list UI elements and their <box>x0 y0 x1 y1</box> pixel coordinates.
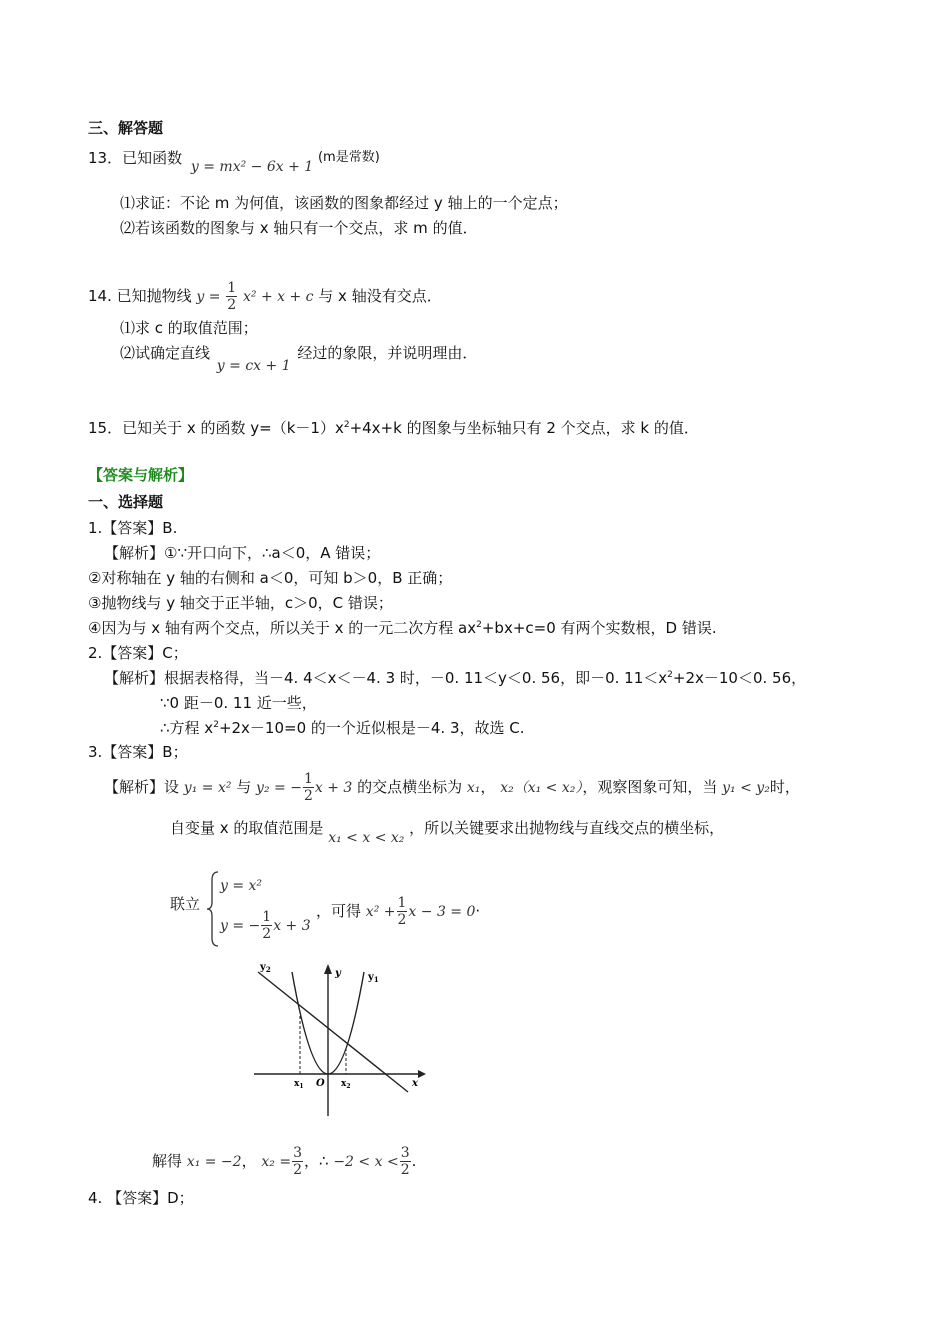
q14-formula-y: y = <box>196 289 221 305</box>
system-result-num: 1 <box>397 895 407 911</box>
q13-prefix: 13．已知函数 <box>88 149 183 167</box>
q13-part1: ⑴求证：不论 m 为何值，该函数的图象都经过 y 轴上的一个定点； <box>120 194 568 212</box>
answer-3-obs: ，观察图象可知，当 <box>582 778 718 796</box>
system-eq2-fraction <box>261 909 272 942</box>
solution-x1: x₁ = −2 <box>186 1154 242 1170</box>
x-axis-arrow-icon <box>418 1070 426 1078</box>
answer-3-range: x₁ < x < x₂ <box>328 830 405 846</box>
answer-3-mid: 的交点横坐标为 <box>357 778 463 796</box>
answer-1-line2: ②对称轴在 y 轴的右侧和 a＜0，可知 b＞0，B 正确； <box>88 569 453 587</box>
answer-3-end: 时， <box>769 778 800 796</box>
x1-label: $x_1$ <box>294 1079 304 1090</box>
solution-x2-num: 3 <box>293 1145 302 1161</box>
q14-frac-num: 1 <box>227 280 237 296</box>
answer-3-x1: x₁ <box>466 780 481 796</box>
answer-3-label: 3.【答案】B； <box>88 743 188 761</box>
answer-3-line1 <box>104 768 800 807</box>
system-eq2-tail: x + 3 <box>273 918 311 934</box>
solution-x2-den: 2 <box>293 1162 302 1178</box>
solution-end: . <box>411 1152 417 1170</box>
x-axis-label: x <box>412 1078 418 1089</box>
origin-label: O <box>316 1078 325 1089</box>
system-eq1: y = x² <box>220 878 263 894</box>
system-eq2-den: 2 <box>262 926 272 942</box>
parabola-line-graph <box>248 958 438 1118</box>
q14-line-formula: y = cx + 1 <box>216 358 291 374</box>
y-axis-arrow-icon <box>324 964 332 974</box>
answer-3-y1: y₁ = x² <box>183 780 232 796</box>
q13-suffix: (m是常数) <box>317 150 380 165</box>
solution-range-num: 3 <box>400 1145 410 1161</box>
answer-3-y2: y₂ = − <box>256 780 302 796</box>
q15-text-a: 15．已知关于 x 的函数 y=（k－1）x <box>88 419 344 437</box>
answer-2-label: 2.【答案】C； <box>88 644 188 662</box>
answer-2-line1 <box>104 668 806 688</box>
answer-3-y2-fraction <box>303 771 314 804</box>
solution-comma: ， <box>241 1152 257 1170</box>
system-eq2-num: 1 <box>262 909 272 925</box>
q15-sup: 2 <box>343 420 350 430</box>
answer-2-line3-sup: 2 <box>213 720 219 730</box>
answer-3-y2-den: 2 <box>303 788 313 804</box>
answer-1-line3: ③抛物线与 y 轴交于正半轴，c＞0，C 错误； <box>88 594 393 612</box>
y2-label: $y_2$ <box>260 962 271 974</box>
answer-1-line4a: ④因为与 x 轴有两个交点，所以关于 x 的一元二次方程 ax <box>88 619 477 637</box>
answer-1-label: 1.【答案】B. <box>88 519 178 537</box>
answer-3-comma: ， <box>480 778 496 796</box>
answer-1-line1: 【解析】①∵开口向下，∴a＜0，A 错误； <box>104 544 381 562</box>
question-13 <box>88 148 380 175</box>
y-axis-label: y <box>335 968 341 979</box>
answer-1-line4-sup: 2 <box>476 620 482 630</box>
solution-range: −2 < x < <box>333 1154 399 1170</box>
solution-x2-fraction <box>292 1145 303 1178</box>
solution-x2: x₂ = <box>261 1154 292 1170</box>
solution-range-fraction <box>400 1145 411 1178</box>
system-result-dot: · <box>475 902 481 920</box>
q14-part1: ⑴求 c 的取值范围； <box>120 319 258 337</box>
system-result-fraction <box>397 895 408 928</box>
answer-3-line2-pre: 自变量 x 的取值范围是 <box>170 819 324 837</box>
answer-1-line4 <box>88 618 717 638</box>
q14-formula-tail: x² + x + c <box>242 289 314 305</box>
system-label: 联立 <box>170 895 201 913</box>
answer-2-line3b: +2x－10=0 的一个近似根是－4. 3，故选 C. <box>218 719 525 737</box>
answer-2-line1a: 【解析】根据表格得，当－4. 4＜x＜－4. 3 时，－0. 11＜y＜0. 56，即－0. 11＜x <box>104 669 668 687</box>
brace-icon <box>206 870 220 948</box>
system-eq2 <box>220 906 311 945</box>
answer-3-line2-post: ，所以关键要求出抛物线与直线交点的横坐标， <box>409 819 725 837</box>
solution-therefore: ，∴ <box>304 1152 329 1170</box>
system-result-pre: ，可得 <box>316 902 362 920</box>
q14-prefix: 14. 已知抛物线 <box>88 287 192 305</box>
q14-part2 <box>120 343 478 374</box>
answer-2-line3a: ∴方程 x <box>160 719 214 737</box>
answer-2-line1b: +2x－10＜0. 56， <box>672 669 807 687</box>
solution-pre: 解得 <box>152 1152 183 1170</box>
y1-label: $y_1$ <box>368 972 379 984</box>
system-eq2-pre: y = − <box>220 918 261 934</box>
q14-suffix: 与 x 轴没有交点． <box>318 287 442 305</box>
answer-1-line4b: +bx+c=0 有两个实数根，D 错误. <box>481 619 717 637</box>
answer-3-cond: y₁ < y₂ <box>722 780 770 796</box>
answers-section1: 一、选择题 <box>88 493 164 511</box>
answer-2-line1-sup: 2 <box>667 670 673 680</box>
answer-3-y2-tail: x + 3 <box>314 780 353 796</box>
system-result-a: x² + <box>365 904 396 920</box>
answer-4-label: 4. 【答案】D； <box>88 1189 194 1207</box>
system-result <box>316 892 480 931</box>
answer-3-y2-num: 1 <box>303 771 313 787</box>
answer-2-line3 <box>160 718 525 738</box>
answer-3-and: 与 <box>236 778 252 796</box>
system-result-den: 2 <box>397 912 407 928</box>
solution-line <box>152 1142 416 1181</box>
q14-frac-den: 2 <box>227 297 237 313</box>
x2-label: $x_2$ <box>341 1079 351 1090</box>
question-14 <box>88 278 442 315</box>
answers-title: 【答案与解析】 <box>88 466 194 484</box>
answer-3-line2 <box>170 818 725 846</box>
section-heading: 三、解答题 <box>88 119 164 137</box>
question-15 <box>88 418 699 438</box>
system-result-b: x − 3 = 0 <box>408 904 476 920</box>
q14-part2-prefix: ⑵试确定直线 <box>120 344 211 362</box>
answer-3-pre: 【解析】设 <box>104 778 180 796</box>
q13-formula: y = mx² − 6x + 1 <box>190 159 314 175</box>
q14-part2-suffix: 经过的象限，并说明理由． <box>297 344 478 362</box>
answer-3-x2: x₂（x₁ < x₂） <box>500 780 583 796</box>
solution-range-den: 2 <box>400 1162 410 1178</box>
answer-2-line2: ∵0 距－0. 11 近一些， <box>160 694 317 712</box>
q13-part2: ⑵若该函数的图象与 x 轴只有一个交点，求 m 的值． <box>120 219 478 237</box>
q14-fraction <box>226 280 237 313</box>
q15-text-b: +4x+k 的图象与坐标轴只有 2 个交点，求 k 的值． <box>349 419 699 437</box>
